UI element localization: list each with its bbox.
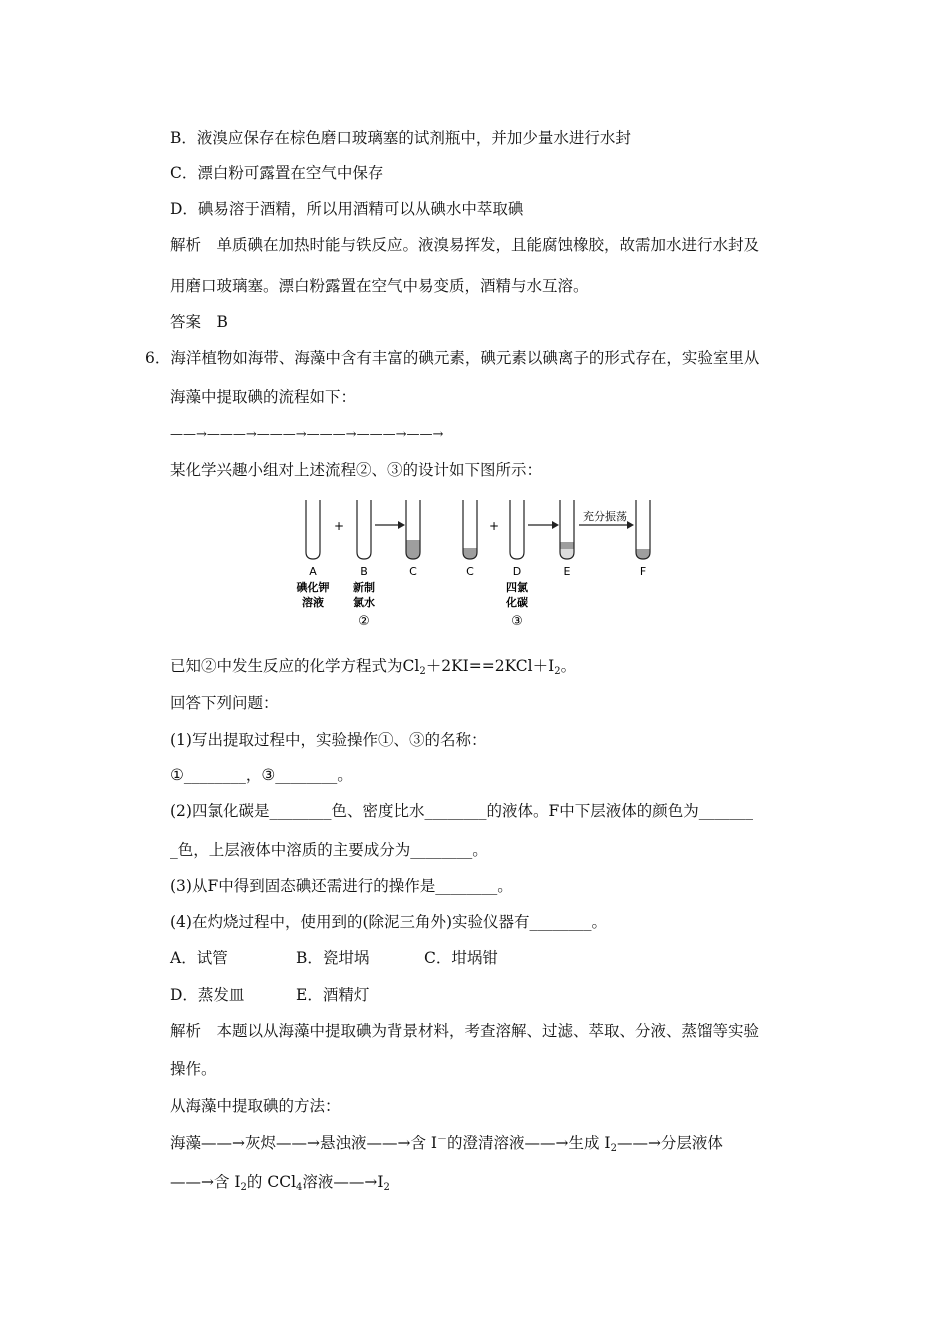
subscript-2b: 2 <box>554 666 561 677</box>
analysis-5-line-1: 解析 单质碘在加热时能与铁反应。液溴易挥发，且能腐蚀橡胶，故需加水进行水封及 <box>170 236 760 254</box>
tube-label-d: D <box>512 565 522 578</box>
subscript-4: 4 <box>296 1182 303 1193</box>
superscript-minus: － <box>437 1134 448 1145</box>
analysis-6-line-2: 操作。 <box>170 1060 217 1078</box>
question-6-text: 海洋植物如海带、海藻中含有丰富的碘元素，碘元素以碘离子的形式存在，实验室里从 <box>170 349 760 367</box>
option-b: B．液溴应保存在棕色磨口玻璃塞的试剂瓶中，并加少量水进行水封 <box>170 129 631 147</box>
answer-prompt: 回答下列问题： <box>170 694 279 712</box>
subscript-2e: 2 <box>383 1182 390 1193</box>
option-c: C．漂白粉可露置在空气中保存 <box>170 164 384 182</box>
tube-label-c: C <box>409 565 417 578</box>
known-equation <box>170 656 576 676</box>
equation-part-2: ＋2KI==2KCl＋I <box>425 657 555 675</box>
step-2-label: ② <box>358 614 370 629</box>
sub-question-1: (1)写出提取过程中，实验操作①、③的名称： <box>170 731 487 749</box>
sub-question-2-line-1: (2)四氯化碳是________色、密度比水________的液体。F中下层液体的颜色为_______ <box>170 802 753 820</box>
sub-question-3: (3)从F中得到固态碘还需进行的操作是________。 <box>170 877 513 895</box>
test-tube-d <box>510 500 524 559</box>
design-intro: 某化学兴趣小组对上述流程②、③的设计如下图所示： <box>170 461 543 479</box>
option-row-2 <box>170 985 369 1005</box>
test-tube-a <box>306 500 320 559</box>
flow-2-part-b: 的 CCl <box>246 1173 297 1191</box>
test-tube-c-2 <box>463 500 477 559</box>
option-e-lamp: E．酒精灯 <box>296 986 370 1004</box>
option-c-tongs: C．坩埚钳 <box>424 949 498 967</box>
method-title: 从海藻中提取碘的方法： <box>170 1097 341 1115</box>
option-row-1 <box>170 948 498 968</box>
arrow-right-2 <box>528 521 559 529</box>
method-flow-line-2 <box>170 1172 390 1192</box>
subscript-2: 2 <box>419 666 426 677</box>
question-6-line-1 <box>145 348 759 368</box>
flow-2-part-a: ——→含 I <box>170 1173 241 1191</box>
test-tube-c <box>406 500 420 559</box>
analysis-6-line-1: 解析 本题以从海藻中提取碘为背景材料，考查溶解、过滤、萃取、分液、蒸馏等实验 <box>170 1022 760 1040</box>
plus-sign: + <box>333 519 345 533</box>
tube-label-f: F <box>639 565 647 578</box>
subscript-2c: 2 <box>610 1143 617 1154</box>
method-flow-line-1 <box>170 1133 723 1153</box>
sub-question-1-blanks: ①________，③________。 <box>170 766 353 784</box>
desc-d-line-2: 化碳 <box>506 596 528 609</box>
tube-label-a: A <box>309 565 317 578</box>
desc-d-line-1: 四氯 <box>506 581 528 594</box>
option-a-test-tube: A．试管 <box>170 949 228 967</box>
answer-5: 答案 B <box>170 313 228 331</box>
desc-a-line-1: 碘化钾 <box>296 581 330 594</box>
flow-2-part-c: 溶液——→I <box>302 1173 384 1191</box>
sub-question-2-line-2: _色，上层液体中溶质的主要成分为________。 <box>170 841 488 859</box>
flow-1-part-a: 海藻——→灰烬——→悬浊液——→含 I <box>170 1134 438 1152</box>
option-b-crucible: B．瓷坩埚 <box>296 949 370 967</box>
test-tube-e <box>560 500 574 559</box>
desc-a-line-2: 溶液 <box>302 596 324 609</box>
analysis-5-line-2: 用磨口玻璃塞。漂白粉露置在空气中易变质，酒精与水互溶。 <box>170 277 589 295</box>
equation-part-1: 已知②中发生反应的化学方程式为Cl <box>170 657 420 675</box>
question-6-line-2: 海藻中提取碘的流程如下： <box>170 388 357 406</box>
flow-blank: ——→———→———→———→———→——→ <box>170 427 444 442</box>
desc-b-line-2: 氯水 <box>353 596 375 609</box>
question-number: 6． <box>145 349 171 367</box>
tube-label-c-2: C <box>466 565 474 578</box>
tube-label-e: E <box>563 565 571 578</box>
arrow-right <box>375 521 405 529</box>
desc-b-line-1: 新制 <box>353 581 375 594</box>
sub-question-4: (4)在灼烧过程中，使用到的(除泥三角外)实验仪器有________。 <box>170 913 608 931</box>
shake-label: 充分振荡 <box>583 510 627 523</box>
subscript-2d: 2 <box>240 1182 247 1193</box>
flow-1-part-b: 的澄清溶液——→生成 I <box>447 1134 611 1152</box>
step-3-label: ③ <box>511 614 523 629</box>
experiment-figure <box>290 492 670 637</box>
test-tube-b <box>357 500 371 559</box>
test-tube-f <box>636 500 650 559</box>
equation-end: 。 <box>560 657 577 675</box>
plus-sign-2: + <box>488 519 500 533</box>
option-d-dish: D．蒸发皿 <box>170 986 245 1004</box>
flow-1-part-c: ——→分层液体 <box>616 1134 723 1152</box>
tube-label-b: B <box>360 565 368 578</box>
option-d: D．碘易溶于酒精，所以用酒精可以从碘水中萃取碘 <box>170 200 524 218</box>
